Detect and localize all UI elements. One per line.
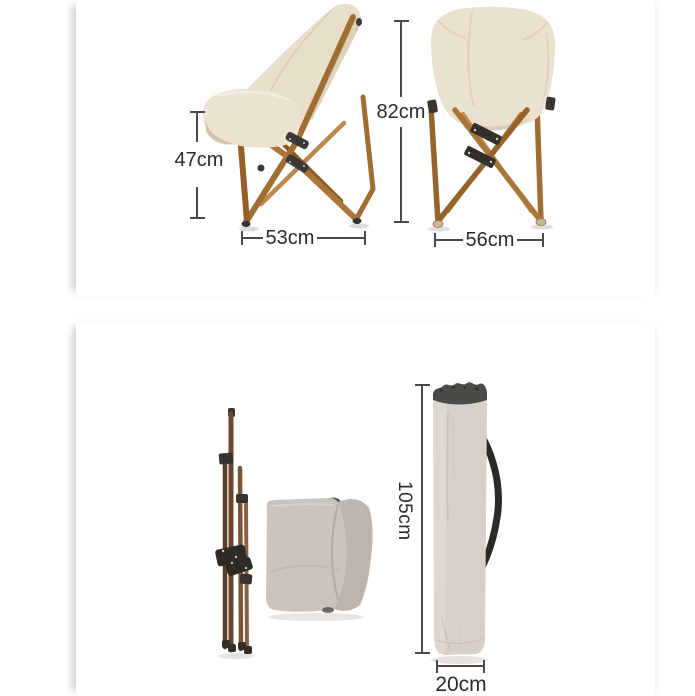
side-chair-height-label: 47cm <box>174 149 224 171</box>
folded-frame-illustration <box>215 408 254 659</box>
bag-width-label: 20cm <box>435 673 487 696</box>
folded-set-illustration <box>76 322 655 696</box>
panel-assembled-chair <box>76 0 655 296</box>
back-chair-height-cap-bottom <box>394 221 409 223</box>
back-chair-height-label: 82cm <box>376 101 426 123</box>
bag-height-label: 105cm <box>393 481 415 541</box>
folded-canvas-illustration <box>266 498 373 621</box>
chair-side-view-illustration <box>203 4 373 232</box>
bag-width-line <box>437 665 484 667</box>
side-chair-height-line-top <box>196 111 198 142</box>
side-chair-width-cap-right <box>364 231 366 245</box>
side-chair-height-cap-bottom <box>190 217 205 219</box>
back-chair-width-label: 56cm <box>459 229 521 251</box>
bag-height-line <box>421 384 423 653</box>
panel-folded-and-bag <box>76 322 655 696</box>
bag-width-cap-right <box>483 660 485 673</box>
back-chair-height-line-top <box>400 20 402 97</box>
chair-views-illustration <box>76 0 655 296</box>
bag-height-cap-bottom <box>415 652 430 654</box>
back-chair-height-line-bottom <box>400 127 402 222</box>
side-chair-height-line-bottom <box>196 187 198 218</box>
back-chair-width-cap-right <box>542 233 544 247</box>
carry-bag-illustration <box>431 382 498 664</box>
chair-back-view-illustration <box>427 7 556 232</box>
side-chair-width-label: 53cm <box>259 227 321 249</box>
